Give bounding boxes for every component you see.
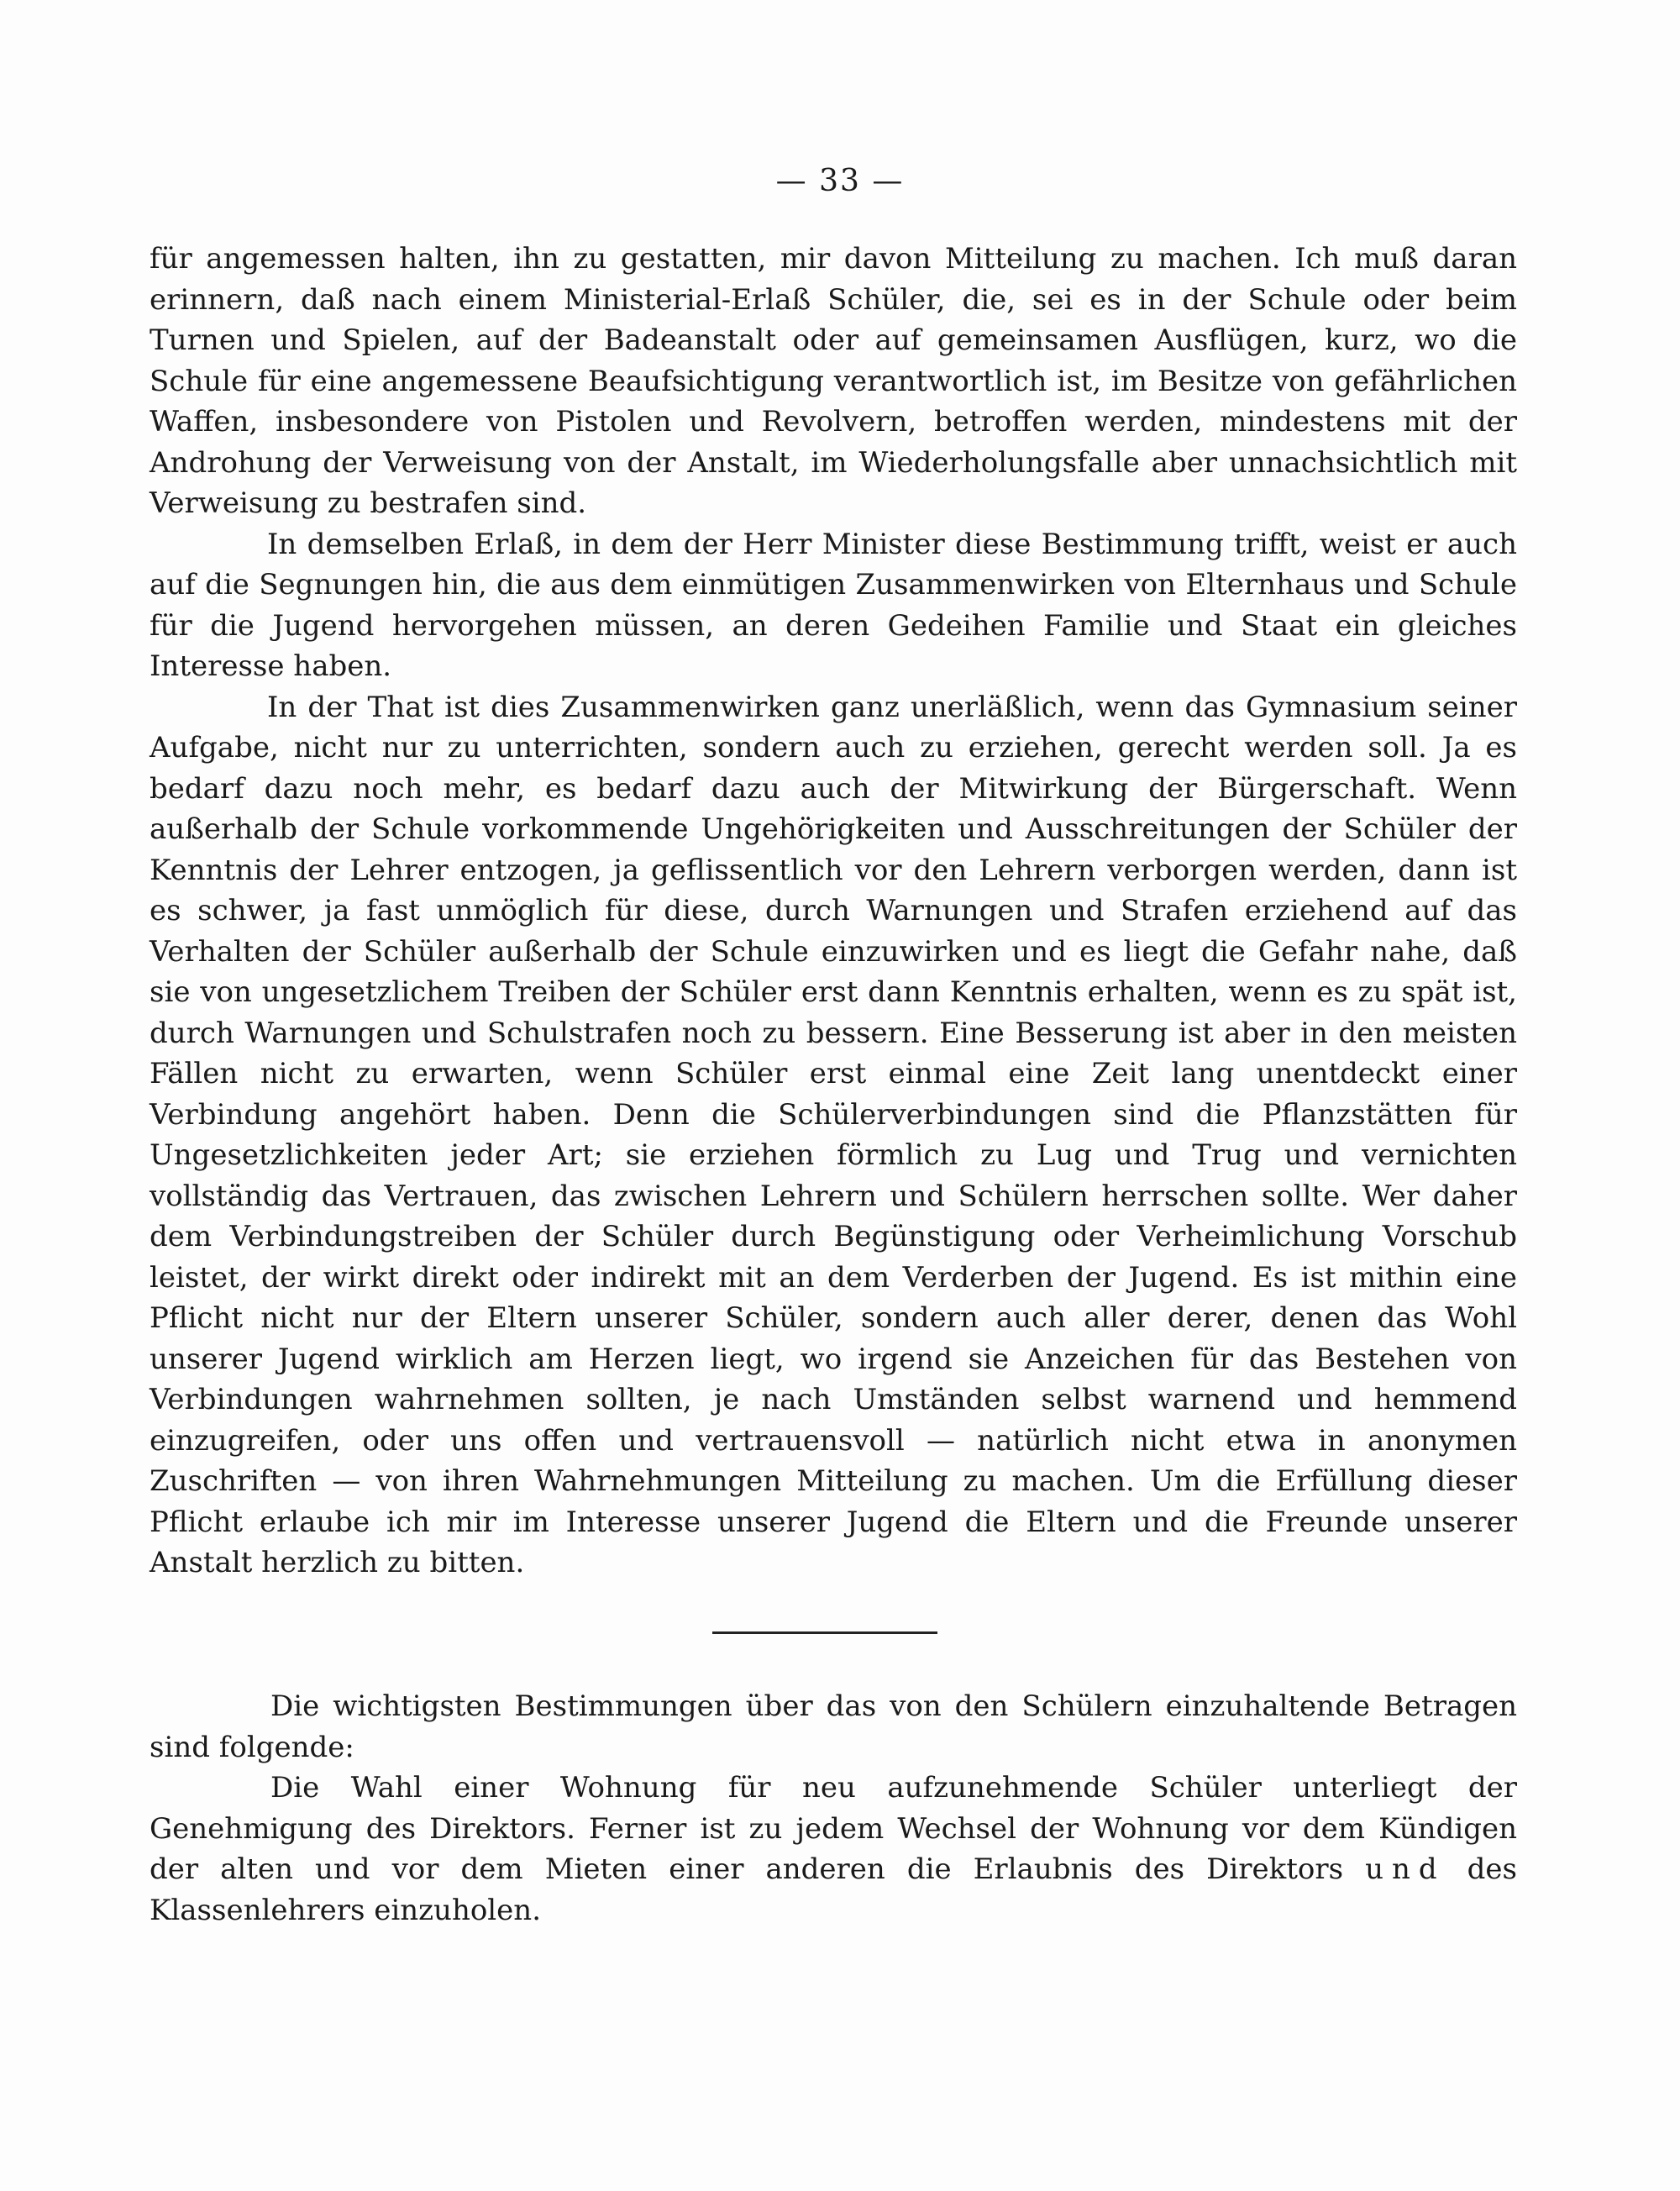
main-text-section xyxy=(150,239,1517,1584)
paragraph: für angemessen halten, ihn zu gestatten, mir davon Mitteilung zu machen. Ich muß daran erinnern, daß nach einem Ministerial-Erlaß Schüler, die, sei es in der Schule oder beim Turnen und Spielen, auf der Badeanstalt oder auf gemeinsamen Ausflügen, kurz, wo die Schule für eine angemessene Beaufsichtigung verantwortlich ist, im Besitze von gefährlichen Waffen, insbesondere von Pistolen und Revolvern, betroffen werden, mindestens mit der Androhung der Verweisung von der Anstalt, im Wiederholungsfalle aber unnachsichtlich mit Verweisung zu bestrafen sind. xyxy=(150,242,1517,520)
rule-text: Die Wahl einer Wohnung für neu aufzunehmende Schüler unterliegt der Genehmigung des Direktors. Ferner ist zu jedem Wechsel der Wohnung vor dem Kündigen der alten und vor dem Mieten einer anderen die Erlaubnis des Direktors xyxy=(150,1771,1517,1886)
rule-paragraph xyxy=(150,1768,1517,1931)
rule-text: des Klassenlehrers einzuholen. xyxy=(150,1852,1518,1927)
rules-intro-paragraph: Die wichtigsten Bestimmungen über das von den Schülern einzuhaltende Betragen sind folgende: xyxy=(150,1689,1517,1764)
page-number: — 33 — xyxy=(775,164,905,198)
section-divider-line xyxy=(712,1631,937,1634)
paragraph: In demselben Erlaß, in dem der Herr Minister diese Bestimmung trifft, weist er auch auf die Segnungen hin, die aus dem einmütigen Zusammenwirken von Elternhaus und Schule für die Jugend hervorgehen müssen, an deren Gedeihen Familie und Staat ein gleiches Interesse haben. xyxy=(150,527,1517,683)
paragraph: In der That ist dies Zusammenwirken ganz unerläßlich, wenn das Gymnasium seiner Aufgabe, nicht nur zu unterrichten, sondern auch zu erziehen, gerecht werden soll. Ja es bedarf dazu noch mehr, es bedarf dazu auch der Mitwirkung der Bürgerschaft. Wenn außerhalb der Schule vorkommende Ungehörigkeiten und Ausschreitungen der Schüler der Kenntnis der Lehrer entzogen, ja geflissentlich vor den Lehrern verborgen werden, dann ist es schwer, ja fast unmöglich für diese, durch Warnungen und Strafen erziehend auf das Verhalten der Schüler außerhalb der Schule einzuwirken und es liegt die Gefahr nahe, daß sie von ungesetzlichem Treiben der Schüler erst dann Kenntnis erhalten, wenn es zu spät ist, durch Warnungen und Schulstrafen noch zu bessern. Eine Besserung ist aber in den meisten Fällen nicht zu erwarten, wenn Schüler erst einmal eine Zeit lang unentdeckt einer Verbindung angehört haben. Denn die Schülerverbindungen sind die Pflanzstätten für Ungesetzlichkeiten jeder Art; sie erziehen förmlich zu Lug und Trug und vernichten vollständig das Vertrauen, das zwischen Lehrern und Schülern herrschen sollte. Wer daher dem Verbindungstreiben der Schüler durch Begünstigung oder Verheimlichung Vorschub leistet, der wirkt direkt oder indirekt mit an dem Verderben der Jugend. Es ist mithin eine Pflicht nicht nur der Eltern unserer Schüler, sondern auch aller derer, denen das Wohl unserer Jugend wirklich am Herzen liegt, wo irgend sie Anzeichen für das Bestehen von Verbindungen wahrnehmen sollten, je nach Umständen selbst warnend und hemmend einzugreifen, oder uns offen und vertrauensvoll — natürlich nicht etwa in anonymen Zuschriften — von ihren Wahrnehmungen Mitteilung zu machen. Um die Erfüllung dieser Pflicht erlaube ich mir im Interesse unserer Jugend die Eltern und die Freunde unserer Anstalt herzlich zu bitten. xyxy=(150,690,1517,1579)
rules-section xyxy=(150,1686,1517,1931)
emphasized-word: und xyxy=(1365,1852,1446,1886)
